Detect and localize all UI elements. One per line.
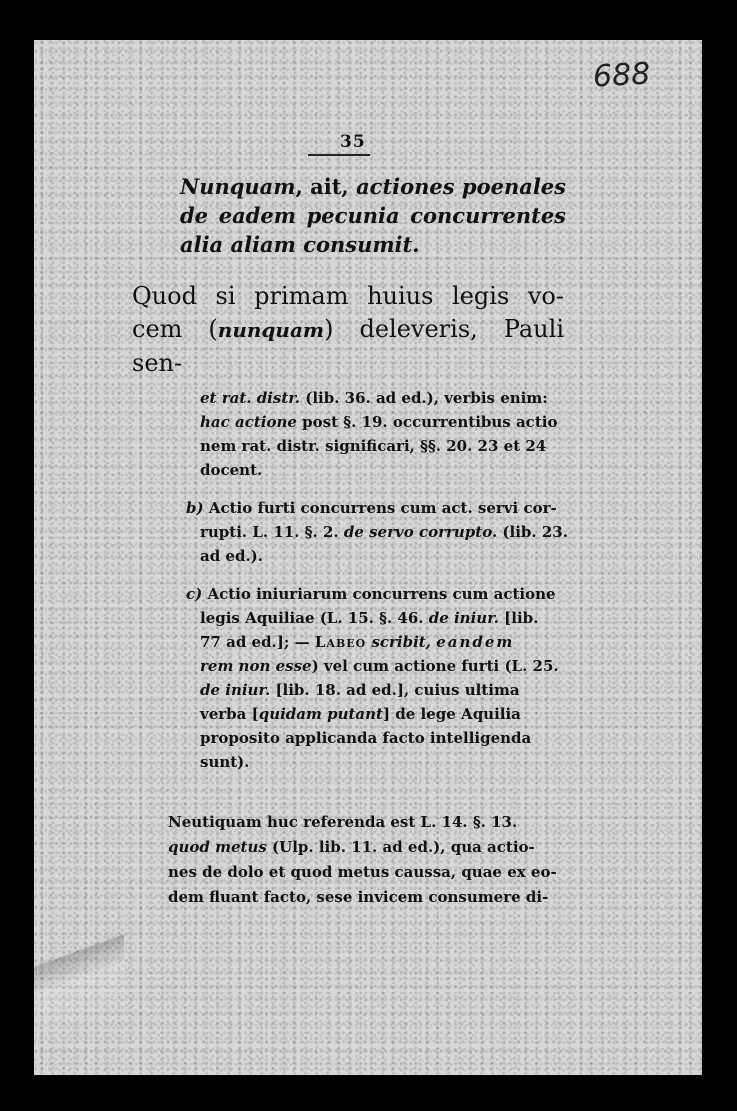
note-b-line-2: rupti. L. 11. §. 2. de servo corrupto. (lib. 23. [200, 523, 568, 541]
note-b-line-1: b) Actio furti concurrens cum act. servi cor- [186, 499, 557, 517]
note-b-label: b) [186, 499, 204, 517]
quote-ait: , ait, [295, 174, 357, 199]
note-c-line-3: 77 ad ed.]; — Labeo scribit, eandem [200, 633, 515, 651]
note-c-line-4: rem non esse) vel cum actione furti (L. 25. [200, 657, 559, 675]
final-line-2: quod metus (Ulp. lib. 11. ad ed.), qua actio- [168, 838, 535, 856]
main-nunquam: nunquam [217, 318, 325, 342]
final-paragraph [168, 810, 568, 910]
quote-word-nunquam: Nunquam [180, 174, 296, 199]
main-line-1: Quod si primam huius legis vo- [132, 282, 564, 310]
note-c-line-8: sunt). [200, 753, 250, 771]
note-c-line-1: c) Actio iniuriarum concurrens cum actione [186, 585, 556, 603]
page-number: 35 [340, 132, 366, 152]
note-a-line-3: nem rat. distr. significari, §§. 20. 23 et 24 [200, 437, 547, 455]
footnote-c [186, 582, 568, 774]
note-c-line-7: proposito applicanda facto intelligenda [200, 729, 532, 747]
quoted-passage [180, 172, 566, 259]
page-number-rule [308, 154, 370, 156]
note-a-line-1: et rat. distr. (lib. 36. ad ed.), verbis enim: [200, 389, 548, 407]
main-line-2b: ) deleveris, Pauli sen- [132, 315, 564, 377]
final-line-3: nes de dolo et quod metus caussa, quae ex eo- [168, 863, 557, 881]
note-a-line-2: hac actione post §. 19. occurrentibus actio [200, 413, 558, 431]
note-c-line-5: de iniur. [lib. 18. ad ed.], cuius ultima [200, 681, 520, 699]
footnote-b [186, 496, 568, 568]
note-a-line-4: docent. [200, 461, 263, 479]
footnote-a-continued [186, 386, 568, 482]
document-page [34, 40, 702, 1075]
note-c-line-6: verba [quidam putant] de lege Aquilia [200, 705, 521, 723]
final-line-4: dem fluant facto, sese invicem consumere di- [168, 888, 549, 906]
handwritten-folio-number: 688 [591, 56, 651, 95]
note-c-line-2: legis Aquiliae (L. 15. §. 46. de iniur. [lib. [200, 609, 539, 627]
main-paragraph [132, 280, 564, 380]
torn-page-corner [34, 905, 124, 1075]
note-c-label: c) [186, 585, 203, 603]
note-b-line-3: ad ed.). [200, 547, 264, 565]
final-line-1: Neutiquam huc referenda est L. 14. §. 13. [168, 813, 518, 831]
footnotes [186, 386, 568, 788]
main-line-2a: cem ( [132, 315, 218, 343]
quote-text: actiones poenales de eadem pecunia concurrentes alia aliam consumit. [180, 174, 566, 257]
